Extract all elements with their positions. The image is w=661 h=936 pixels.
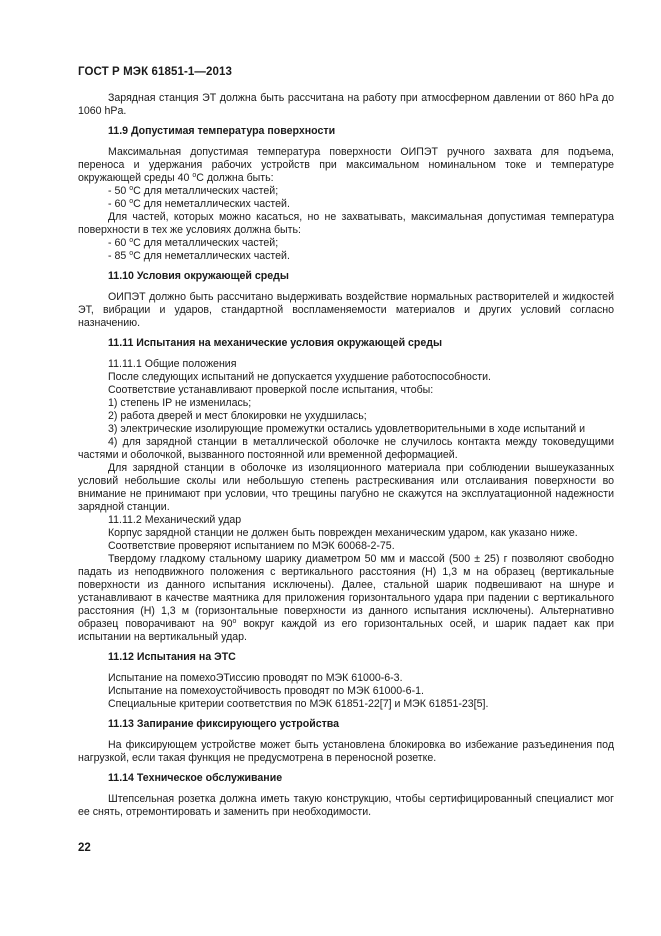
document-header: ГОСТ Р МЭК 61851-1—2013	[78, 66, 232, 78]
list-item: 2) работа дверей и мест блокировки не ухудшилась;	[108, 410, 367, 422]
list-item: - 60 $^о$С для неметаллических частей.	[108, 198, 290, 210]
section-heading-11-14: 11.14 Техническое обслуживание	[108, 772, 283, 784]
list-item: 1) степень IP не изменилась;	[108, 397, 252, 409]
paragraph-insulating-enclosure: Для зарядной станции в оболочке из изоляционного материала при соблюдении вышеуказанных условий небольшие сколы или небольшую степень растрескивания или отслаивания поверхности во внимание не принимают при условии, что трещины пагубно не скажутся на эксплуатационной надежности зарядной станции.	[78, 462, 614, 513]
paragraph-locking: На фиксирующем устройстве может быть установлена блокировка во избежание разъединения под нагрузкой, если такая функция не предусмотрена в переносной розетке.	[78, 739, 614, 764]
section-heading-11-13: 11.13 Запирание фиксирующего устройства	[108, 718, 340, 730]
paragraph: После следующих испытаний не допускается ухудшение работоспособности.	[108, 371, 491, 383]
subsection-title: 11.11.2 Механический удар	[108, 514, 242, 526]
section-heading-11-12: 11.12 Испытания на ЭТС	[108, 651, 236, 663]
paragraph: Испытание на помехоустойчивость проводят по МЭК 61000-6-1.	[108, 685, 424, 697]
document-body	[78, 92, 614, 819]
list-item: - 60 $^о$С для металлических частей;	[108, 237, 279, 249]
list-item: 3) электрические изолирующие промежутки остались удовлетворительными в ходе испытаний и	[108, 423, 586, 435]
paragraph-steel-ball-test: Твердому гладкому стальному шарику диаметром 50 мм и массой (500 ± 25) г позволяют свободно падать из неподвижного положения с вертикального расстояния (Н) 1,3 м на образец (вертикальные поверхности из данного испытания исключены). Далее, стальной шарик подвешивают на шнуре и устанавливают в качестве маятника для приложения горизонтального удара при падении с вертикального расстояния (Н) 1,3 м (горизонтальные поверхности из данного испытания исключены). Альтернативно образец поворачивают на $90^о$ вокруг каждой из его горизонтальных осей, и шарик падает как при испытании на вертикальный удар.	[78, 553, 614, 643]
paragraph-maintenance: Штепсельная розетка должна иметь такую конструкцию, чтобы сертифицированный специалист мог ее снять, отремонтировать и заменить при необходимости.	[78, 793, 614, 818]
page-number: 22	[78, 842, 91, 854]
paragraph-environment: ОИПЭТ должно быть рассчитано выдерживать воздействие нормальных растворителей и жидкостей ЭТ, вибрации и ударов, стандартной воспламеняемости материалов и других условий согласно назначению.	[78, 291, 614, 329]
section-heading-11-9: 11.9 Допустимая температура поверхности	[108, 125, 336, 137]
list-item: 4) для зарядной станции в металлической оболочке не случилось контакта между токоведущими частями и оболочкой, вызванного постоянной или временной деформацией.	[78, 436, 614, 461]
section-heading-11-11: 11.11 Испытания на механические условия окружающей среды	[108, 337, 443, 349]
paragraph-pressure: Зарядная станция ЭТ должна быть рассчитана на работу при атмосферном давлении от 860 hPa до 1060 hPa.	[78, 92, 614, 117]
list-item: - 50 $^о$С для металлических частей;	[108, 185, 279, 197]
paragraph: Испытание на помехоЭТиссию проводят по МЭК 61000-6-3.	[108, 672, 403, 684]
paragraph: Соответствие устанавливают проверкой после испытания, чтобы:	[108, 384, 434, 396]
paragraph-touchable-parts: Для частей, которых можно касаться, но не захватывать, максимальная допустимая температура поверхности в тех же условиях должна быть:	[78, 211, 614, 236]
section-heading-11-10: 11.10 Условия окружающей среды	[108, 270, 289, 282]
paragraph-max-temp: Максимальная допустимая температура поверхности ОИПЭТ ручного захвата для подъема, переноса и удержания рабочих устройств при максимальном номинальном токе и температуре окружающей среды 40 $^о$С должна быть:	[78, 146, 614, 184]
list-item: - 85 $^о$С для неметаллических частей.	[108, 250, 290, 262]
subsection-title: 11.11.1 Общие положения	[108, 358, 237, 370]
paragraph: Соответствие проверяют испытанием по МЭК 60068-2-75.	[108, 540, 395, 552]
paragraph: Специальные критерии соответствия по МЭК 61851-22[7] и МЭК 61851-23[5].	[108, 698, 489, 710]
paragraph: Корпус зарядной станции не должен быть поврежден механическим ударом, как указано ниже.	[108, 527, 578, 539]
